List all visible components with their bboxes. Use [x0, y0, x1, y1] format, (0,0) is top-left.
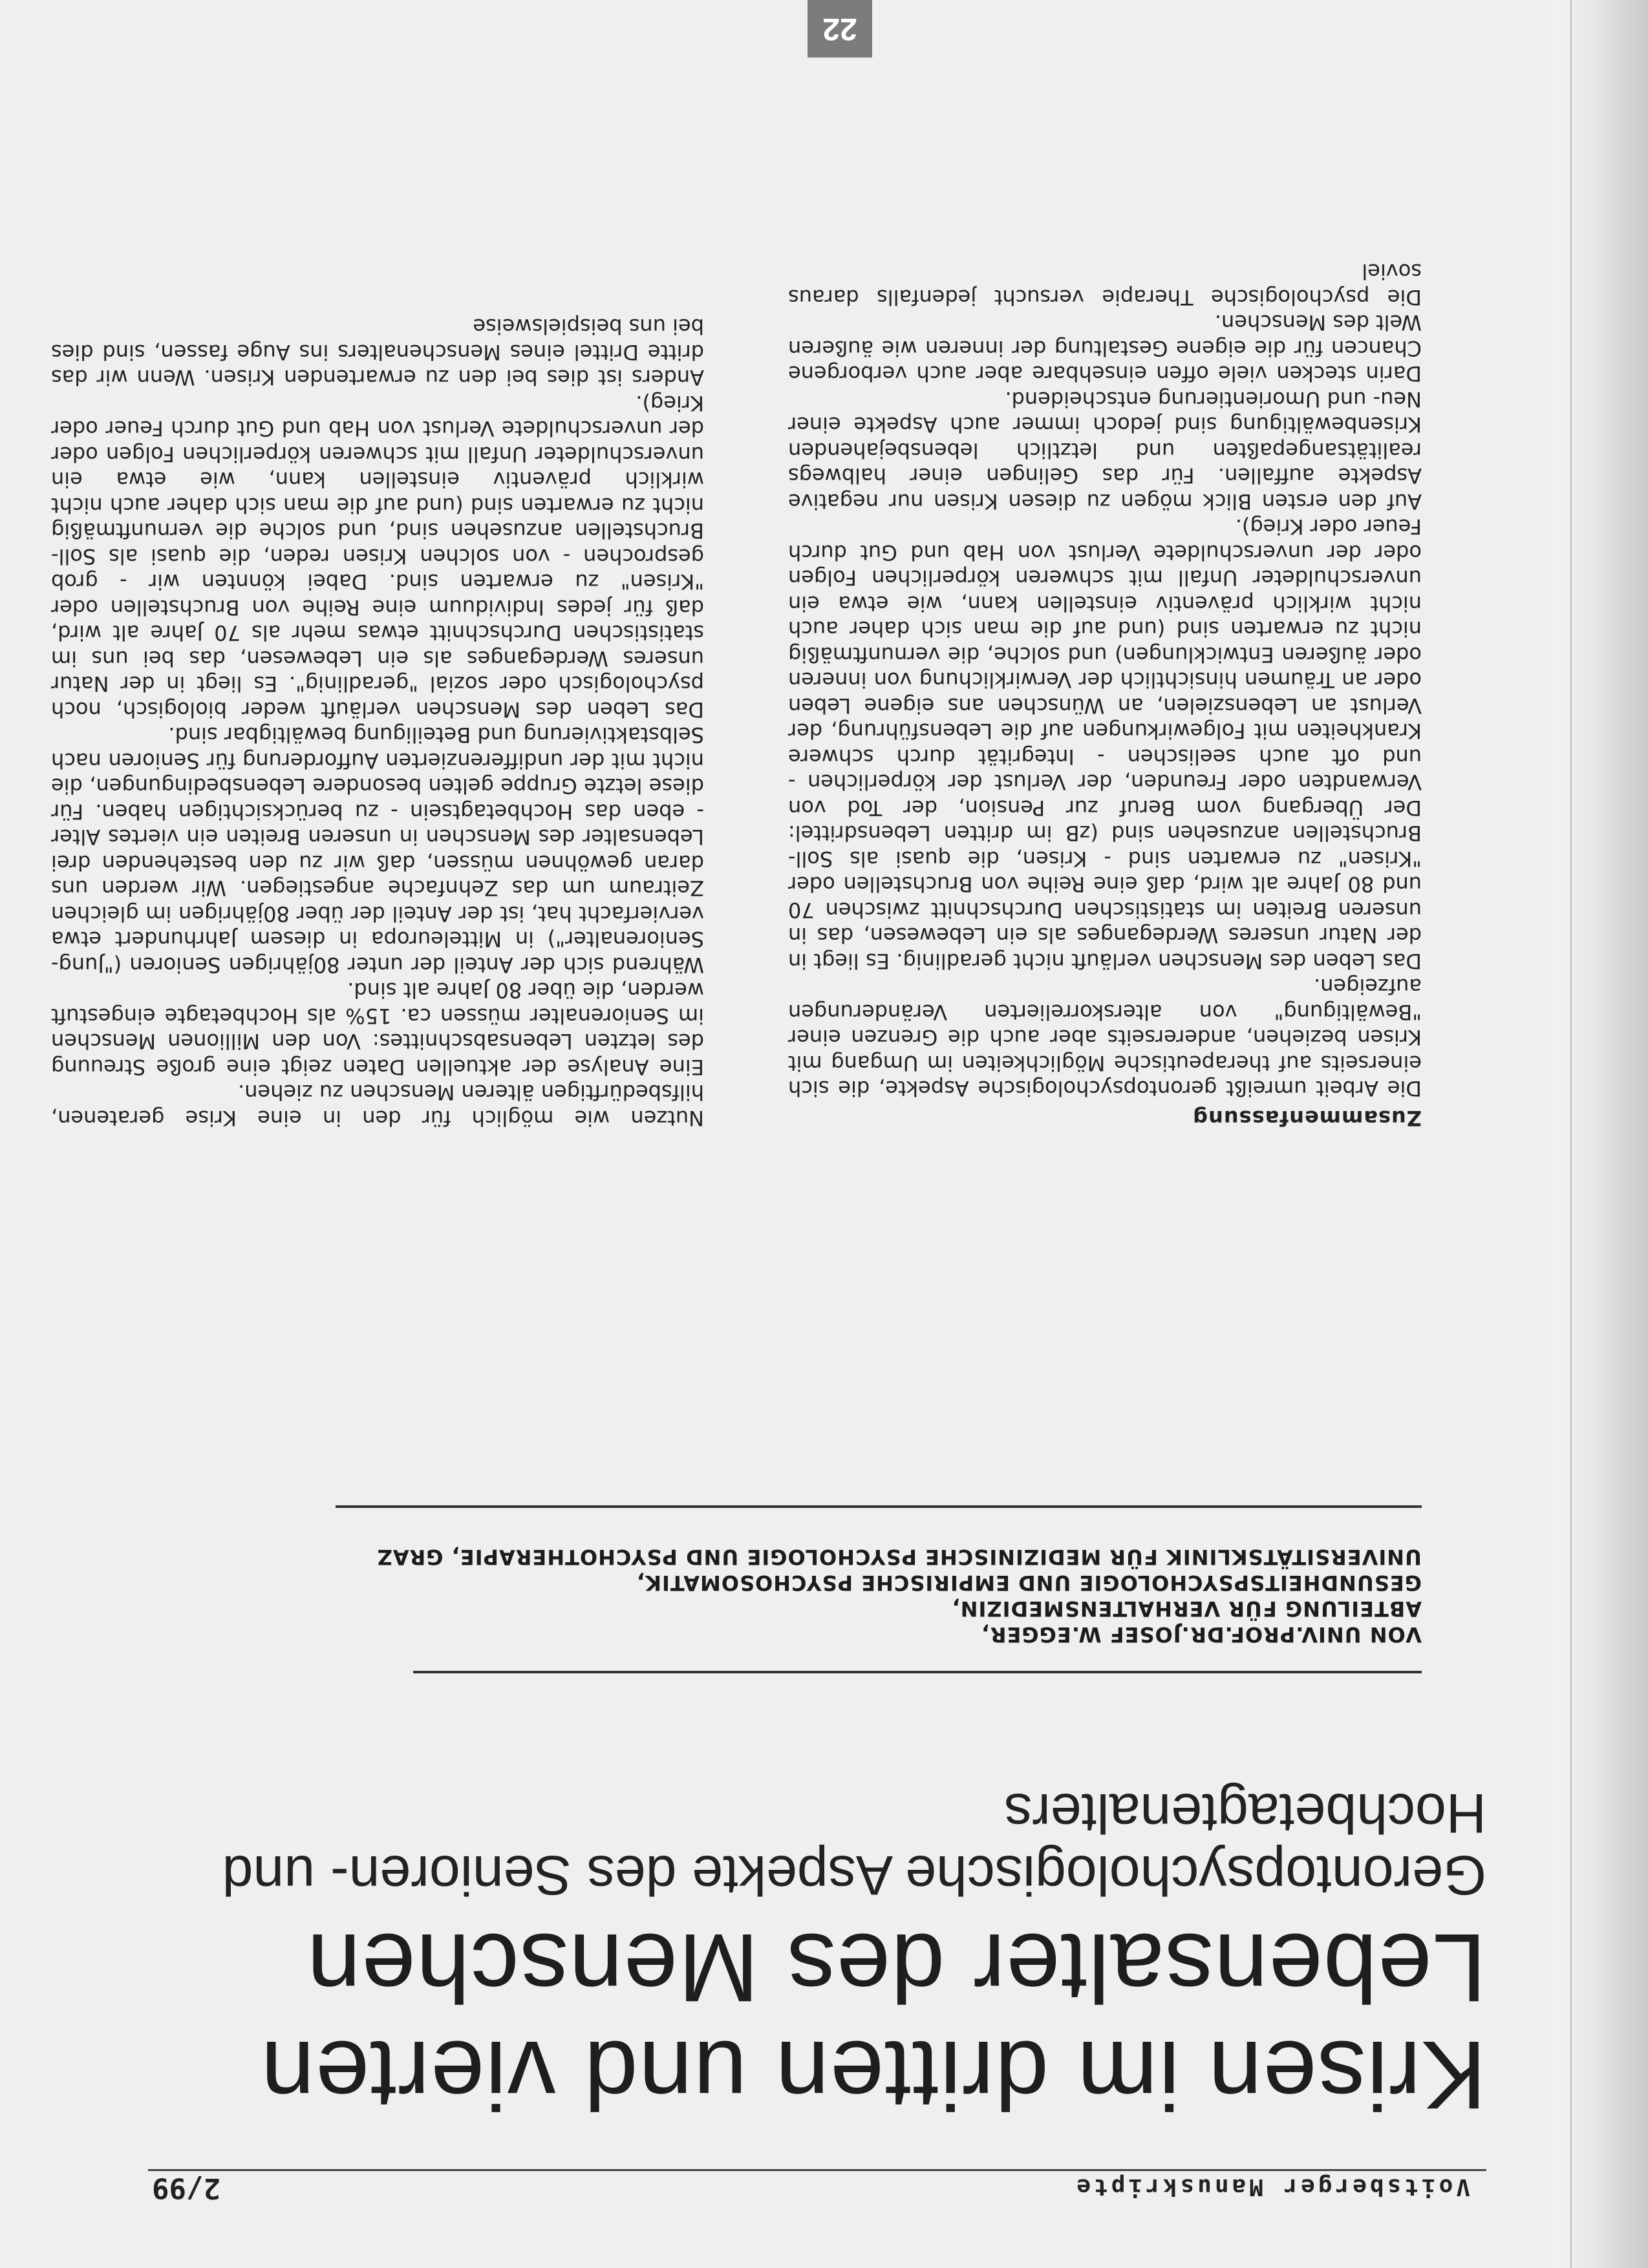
body-paragraph: Nutzen wie möglich für den in eine Krise geratenen, hilfsbedürftigen älteren Menschen zu ziehen.: [51, 1080, 704, 1130]
summary-paragraph: Auf den ersten Blick mögen zu diesen Krisen nur negative Aspekte auffallen. Für das Gelingen einer halbwegs realitätsangepaßten und letztlich lebensbejahenden Krisenbewältigung sind jedoch immer auch Aspekte einer Neu- und Umorientierung entscheidend.: [788, 387, 1422, 514]
author-rule-bottom: [336, 1505, 1422, 1508]
body-paragraph: Eine Analyse der aktuellen Daten zeigt eine große Streuung des letzten Lebensabschnittes: Von den Millionen Menschen im Seniorenalter müssen ca. 15% als Hochbetagte eingestuft werden, die über 80 Jahre alt sind.: [51, 978, 704, 1079]
article-subtitle: Gerontopsychologische Aspekte des Senioren- und Hochbetagtenalters: [222, 1782, 1486, 1906]
author-affiliation-3: UNIVERSITÄTSKLINIK FÜR MEDIZINISCHE PSYCHOLOGIE UND PSYCHOTHERAPIE, GRAZ: [376, 1545, 1422, 1569]
issue-number: 2/99: [152, 2172, 220, 2205]
summary-column: [788, 259, 1422, 1130]
binding-edge-line: [1570, 0, 1572, 2268]
body-paragraph: Das Leben des Menschen verläuft weder biologisch, noch psychologisch oder sozial "geradlinig". Es liegt in der Natur unseres Werdeganges als ein Lebewesen, das bei uns im statistischen Durchschnitt etwas mehr als 70 Jahre alt wird, daß für jedes Individuum eine Reihe von Bruchstellen oder "Krisen" zu erwarten sind. Dabei könnten wir - grob gesprochen - von solchen Krisen reden, die quasi als Soll-Bruchstellen anzusehen sind, und solche die vernunftmäßig nicht zu erwarten sind (und auf die man sich daher auch nicht wirklich präventiv einstellen kann, wie etwa ein unverschuldeter Unfall mit schweren körperlichen Folgen oder der unverschuldete Verlust von Hab und Gut durch Feuer oder Krieg).: [51, 391, 704, 722]
journal-name: Voitsberger Manuskripte: [1073, 2174, 1470, 2200]
binding-edge: [1551, 0, 1648, 2268]
author-affiliation-2: GESUNDHEITSPSYCHOLOGIE UND EMPIRISCHE PSYCHOSOMATIK,: [636, 1571, 1422, 1595]
body-paragraph: Anders ist dies bei den zu erwartenden Krisen. Wenn wir das dritte Drittel eines Menschenalters ins Auge fassen, sind dies bei uns beispielsweise: [51, 314, 704, 390]
author-affiliation-1: ABTEILUNG FÜR VERHALTENSMEDIZIN,: [951, 1596, 1422, 1621]
body-paragraph: Während sich der Anteil der unter 80jährigen Senioren ("Jung-Seniorenalter") in Mitteleuropa in diesem Jahrhundert etwa vervierfacht hat, ist der Anteil der über 80jährigen im gleichen Zeitraum um das Zehnfache angestiegen. Wir werden uns daran gewöhnen müssen, daß wir zu den bestehenden drei Lebensalter des Menschen in unseren Breiten ein viertes Alter - eben das Hochbetagtsein - zu berücksichtigen haben. Für diese letzte Gruppe gelten besondere Lebensbedingungen, die nicht mit der undifferenzierten Aufforderung für Senioren nach Selbstaktivierung und Beteiligung bewältigbar sind.: [51, 723, 704, 977]
page-number: 22: [808, 0, 872, 58]
body-column: [51, 313, 704, 1130]
summary-paragraph: Die psychologische Therapie versucht jedenfalls daraus soviel: [788, 259, 1422, 310]
summary-paragraph: Die Arbeit umreißt gerontopsychologische Aspekte, die sich einerseits auf therapeutische Möglichkeiten im Umgang mit Krisen beziehen, andererseits aber auch die Grenzen einer "Bewältigung" von alterskorrelierten Veränderungen aufzeigen.: [788, 974, 1422, 1101]
author-block: [193, 1544, 1422, 1648]
author-name: VON UNIV.PROF.DR.JOSEF W.EGGER,: [981, 1622, 1422, 1647]
summary-paragraph: Das Leben des Menschen verläuft nicht geradlinig. Es liegt in der Natur unseres Werdeganges als ein Lebewesen, das in unseren Breiten im statistischen Durchschnitt zwischen 70 und 80 Jahre alt wird, daß eine Reihe von Bruchstellen oder "Krisen" zu erwarten sind - Krisen, die quasi als Soll-Bruchstellen anzusehen sind (zB im dritten Lebensdrittel: Der Übergang vom Beruf zur Pension, der Tod von Verwandten oder Freunden, der Verlust der körperlichen - und oft auch seelischen - Integrität durch schwere Krankheiten mit Folgewirkungen auf die Lebensführung, der Verlust an Lebenszielen, an Wünschen ans eigene Leben oder an Träumen hinsichtlich der Verwirklichung von inneren oder äußeren Entwicklungen) und solche, die vernunftmäßig nicht zu erwarten sind (und auf die man sich daher auch nicht wirklich präventiv einstellen kann, wie etwa ein unverschuldeter Unfall mit schweren körperlichen Folgen oder der unverschuldete Verlust von Hab und Gut durch Feuer oder Krieg).: [788, 514, 1422, 973]
article-title: Krisen im dritten und vierten Lebensalter des Menschen: [260, 1914, 1486, 2130]
author-rule-top: [413, 1671, 1422, 1673]
summary-paragraph: Darin stecken viele offen einsehbare aber auch verborgene Chancen für die eigene Gestaltung der inneren wie äußeren Welt des Menschen.: [788, 310, 1422, 387]
summary-heading: Zusammenfassung: [1192, 1106, 1422, 1130]
